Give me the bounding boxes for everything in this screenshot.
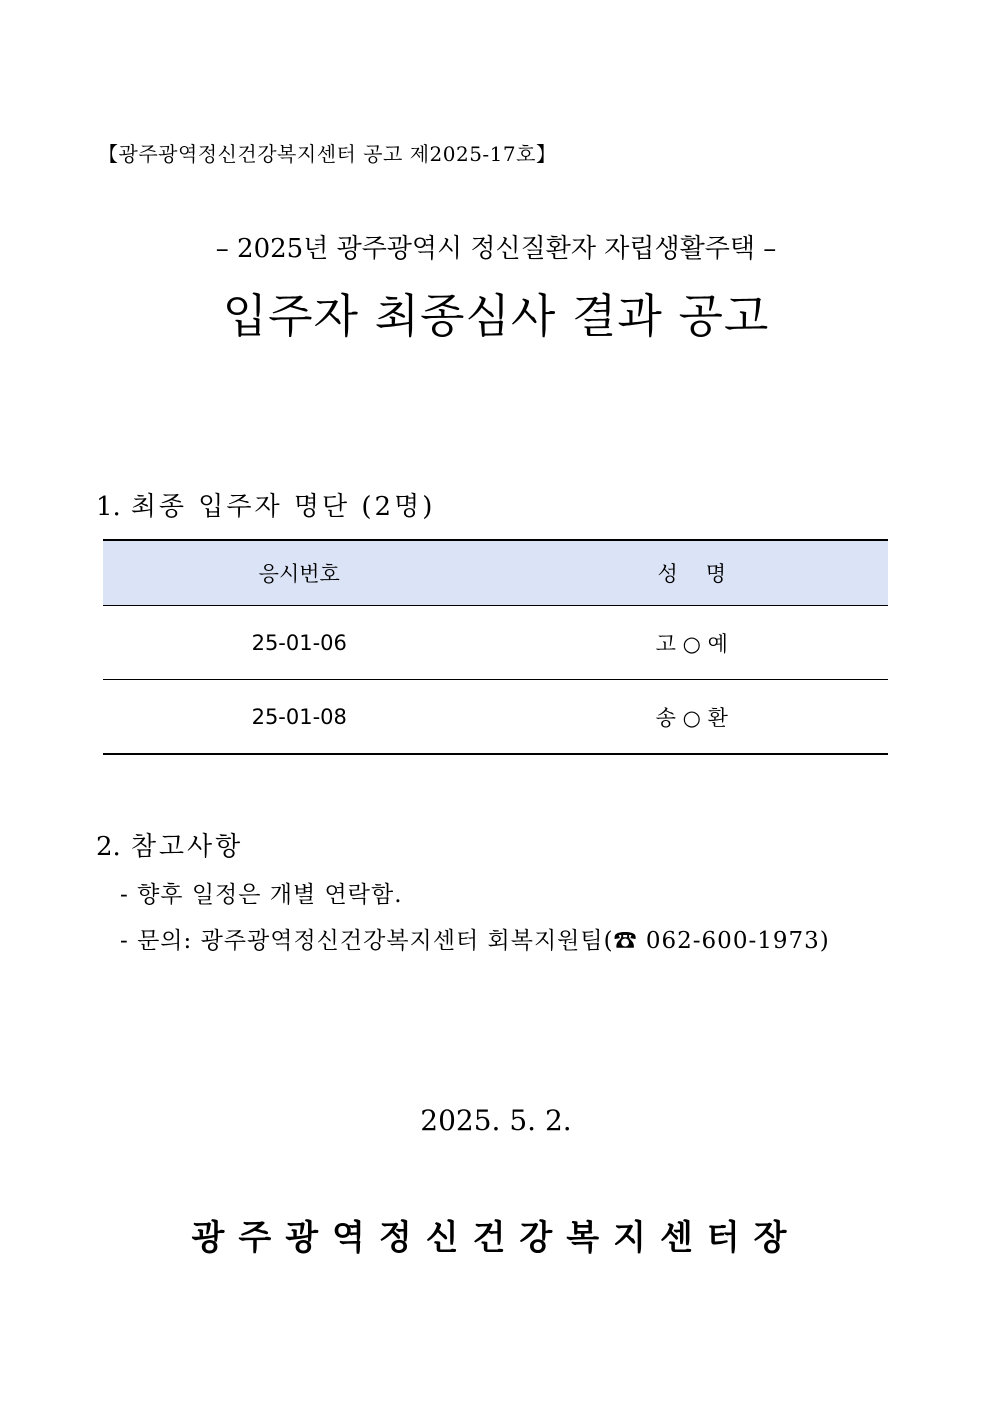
cell-name: 고 ○ 예 [496, 606, 889, 680]
section-number: 2. [96, 832, 121, 862]
roster-table [103, 539, 888, 755]
section-heading-roster [96, 486, 435, 523]
cell-applicant-number: 25-01-06 [103, 606, 496, 680]
section-heading-notes [96, 826, 243, 863]
header-name [496, 540, 889, 606]
document-title: 입주자 최종심사 결과 공고 [222, 289, 770, 343]
cell-applicant-number: 25-01-08 [103, 680, 496, 755]
section-title: 참고사항 [130, 832, 244, 862]
notice-number: 【광주광역정신건강복지센터 공고 제2025-17호】 [98, 142, 557, 166]
table-header-row [103, 540, 888, 606]
cell-name: 송 ○ 환 [496, 680, 889, 755]
section-title: 최종 입주자 명단 (2명) [130, 492, 436, 522]
note-schedule: - 향후 일정은 개별 연락함. [120, 882, 403, 908]
section-number: 1. [96, 492, 121, 522]
table-row [103, 606, 888, 680]
notice-date: 2025. 5. 2. [420, 1104, 572, 1137]
table-row [103, 680, 888, 755]
note-contact: - 문의: 광주광역정신건강복지센터 회복지원팀(☎ 062-600-1973) [120, 928, 830, 954]
signature-authority: 광주광역정신건강복지센터장 [191, 1218, 801, 1258]
document-subtitle: – 2025년 광주광역시 정신질환자 자립생활주택 – [215, 234, 777, 264]
header-applicant-number: 응시번호 [103, 540, 496, 606]
header-name-label: 성명 [657, 562, 755, 586]
